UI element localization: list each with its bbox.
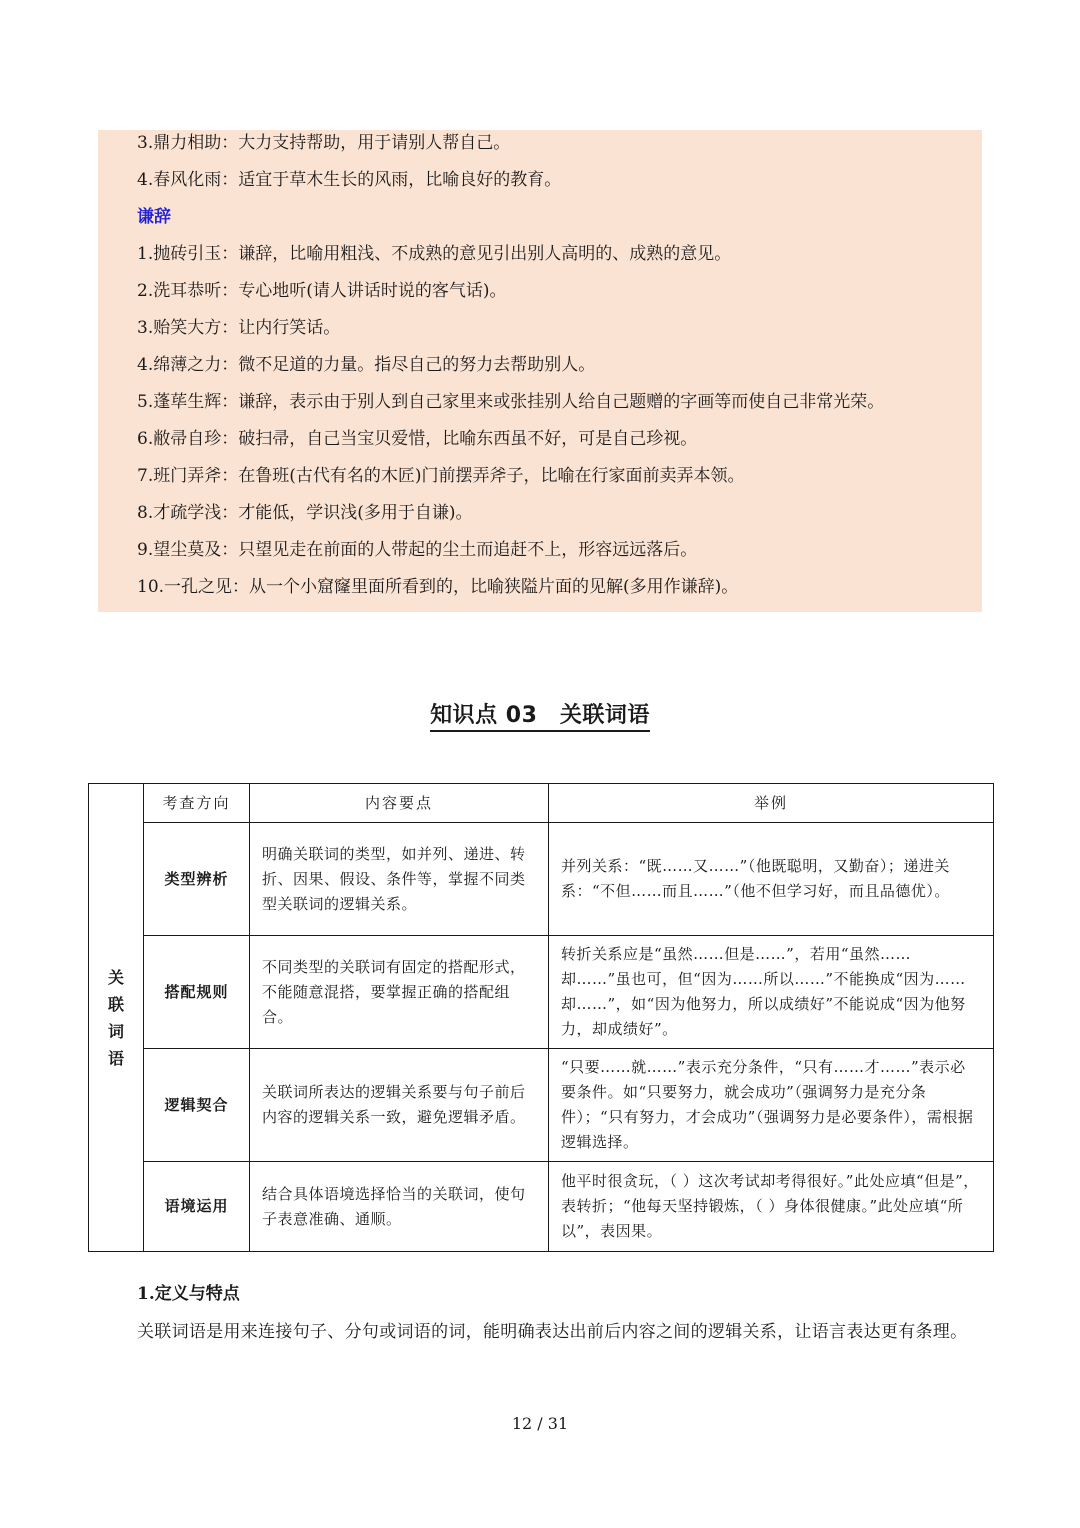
example-cell: 他平时很贪玩，（ ）这次考试却考得很好。”此处应填“但是”，表转折；“他每天坚持锻炼，（ ）身体很健康。”此处应填“所以”，表因果。 — [549, 1162, 994, 1252]
definition-title: 1.定义与特点 — [137, 1284, 240, 1304]
list-item: 4.绵薄之力：微不足道的力量。指尽自己的努力去帮助别人。 — [137, 355, 596, 375]
direction-cell: 搭配规则 — [144, 936, 250, 1049]
list-item: 5.蓬荜生辉：谦辞，表示由于别人到自己家里来或张挂别人给自己题赠的字画等而使自己非常光荣。 — [137, 392, 885, 412]
table-row — [89, 1049, 994, 1162]
list-item: 2.洗耳恭听：专心地听(请人讲话时说的客气话)。 — [137, 281, 507, 301]
list-item: 3.鼎力相助：大力支持帮助，用于请别人帮自己。 — [137, 133, 511, 153]
header-content: 内容要点 — [250, 784, 549, 823]
knowledge-table — [88, 783, 994, 1252]
header-example: 举例 — [549, 784, 994, 823]
list-item: 3.贻笑大方：让内行笑话。 — [137, 318, 341, 338]
side-label-cell — [89, 784, 144, 1252]
direction-cell: 逻辑契合 — [144, 1049, 250, 1162]
side-label: 关联词语 — [107, 967, 124, 1068]
table-header-row — [89, 784, 994, 823]
section-title-text: 知识点 03 关联词语 — [430, 703, 650, 732]
list-item: 9.望尘莫及：只望见走在前面的人带起的尘土而追赶不上，形容远远落后。 — [137, 540, 698, 560]
list-item: 1.抛砖引玉：谦辞，比喻用粗浅、不成熟的意见引出别人高明的、成熟的意见。 — [137, 244, 732, 264]
list-item: 7.班门弄斧：在鲁班(古代有名的木匠)门前摆弄斧子，比喻在行家面前卖弄本领。 — [137, 466, 745, 486]
section-title — [0, 698, 1080, 729]
table-row — [89, 1162, 994, 1252]
content-cell: 关联词所表达的逻辑关系要与句子前后内容的逻辑关系一致，避免逻辑矛盾。 — [250, 1049, 549, 1162]
table-row — [89, 936, 994, 1049]
table-row — [89, 823, 994, 936]
content-cell: 不同类型的关联词有固定的搭配形式，不能随意混搭，要掌握正确的搭配组合。 — [250, 936, 549, 1049]
list-item: 6.敝帚自珍：破扫帚，自己当宝贝爱惜，比喻东西虽不好，可是自己珍视。 — [137, 429, 698, 449]
list-item: 10.一孔之见：从一个小窟窿里面所看到的，比喻狭隘片面的见解(多用作谦辞)。 — [137, 577, 739, 597]
example-cell: “只要……就……”表示充分条件，“只有……才……”表示必要条件。如“只要努力，就会成功”（强调努力是充分条件）；“只有努力，才会成功”（强调努力是必要条件），需根据逻辑选择。 — [549, 1049, 994, 1162]
definition-body: 关联词语是用来连接句子、分句或词语的词，能明确表达出前后内容之间的逻辑关系，让语言表达更有条理。 — [137, 1322, 968, 1342]
direction-cell: 语境运用 — [144, 1162, 250, 1252]
list-item: 4.春风化雨：适宜于草木生长的风雨，比喻良好的教育。 — [137, 170, 562, 190]
list-item: 8.才疏学浅：才能低，学识浅(多用于自谦)。 — [137, 503, 473, 523]
example-cell: 转折关系应是“虽然……但是……”，若用“虽然…… 却……”虽也可，但“因为……所以……”不能换成“因为……却……”，如“因为他努力，所以成绩好”不能说成“因为他努力，却成绩好”。 — [549, 936, 994, 1049]
content-cell: 结合具体语境选择恰当的关联词，使句子表意准确、通顺。 — [250, 1162, 549, 1252]
page-number: 12 / 31 — [511, 1414, 569, 1433]
direction-cell: 类型辨析 — [144, 823, 250, 936]
content-cell: 明确关联词的类型，如并列、递进、转折、因果、假设、条件等，掌握不同类型关联词的逻辑关系。 — [250, 823, 549, 936]
example-cell: 并列关系：“既……又……”（他既聪明，又勤奋）；递进关系：“不但……而且……”（他不但学习好，而且品德优）。 — [549, 823, 994, 936]
category-heading: 谦辞 — [137, 207, 171, 227]
header-direction: 考查方向 — [144, 784, 250, 823]
